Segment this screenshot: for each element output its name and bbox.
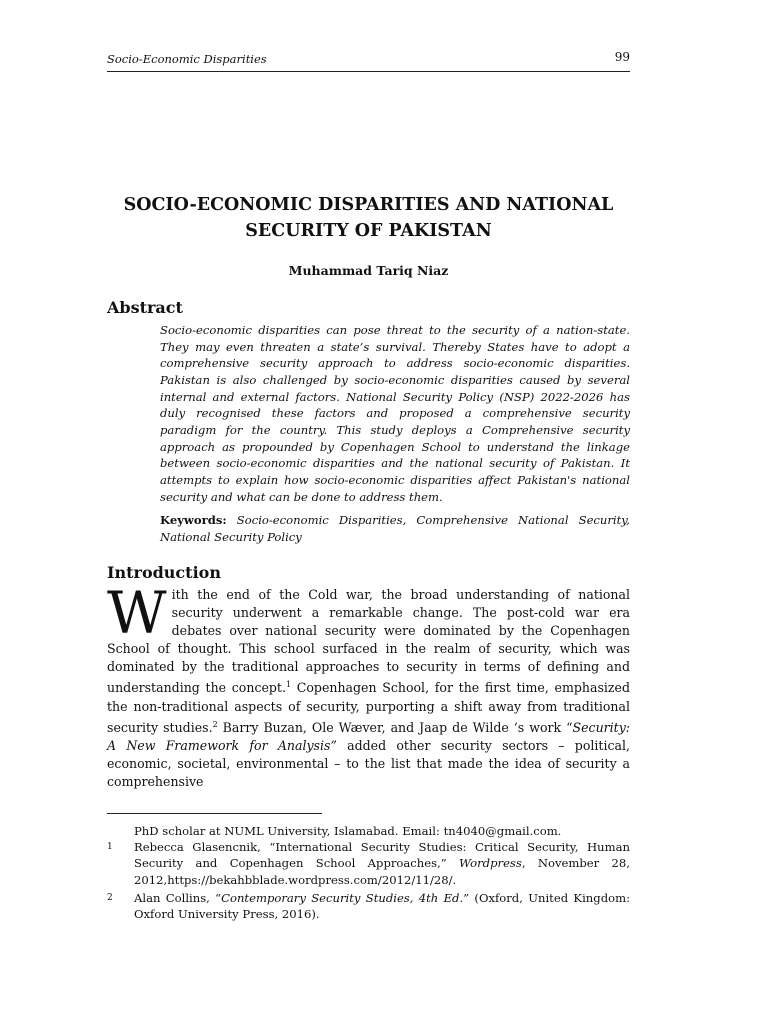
- footnote-2: [107, 890, 630, 923]
- keywords-text: Socio-economic Disparities, Comprehensive National Security, National Security Policy: [160, 513, 630, 544]
- intro-text-2: Copenhagen School, for the first time, emphasized the non-traditional aspects of security, purporting a shift away from traditional security studies.: [107, 680, 630, 735]
- footnote-author: [107, 823, 630, 839]
- page-number: 99: [614, 50, 630, 64]
- author-name: Muhammad Tariq Niaz: [288, 263, 449, 278]
- footnote-2-part-a: Alan Collins, “: [134, 891, 222, 905]
- abstract-text: Socio-economic disparities can pose threat to the security of a nation-state. They may even threaten a state’s survival. Thereby States have to adopt a comprehensive security approach to address socio-economic disparities. Pakistan is also challenged by socio-economic disparities caused by several internal and external factors. National Security Policy (NSP) 2022-2026 has duly recognised these factors and proposed a comprehensive security paradigm for the country. This study deploys a Comprehensive security approach as propounded by Copenhagen School to understand the linkage between socio-economic disparities and the national security of Pakistan. It attempts to explain how socio-economic disparities affect Pakistan's national security and what can be done to address them.: [160, 323, 630, 504]
- introduction-heading: Introduction: [107, 563, 221, 582]
- footnote-2-text: [134, 890, 630, 923]
- footnote-1-mark: 1: [107, 842, 113, 852]
- footnote-1: [107, 839, 630, 888]
- drop-cap: W: [107, 579, 167, 647]
- footnote-1-text: [134, 839, 630, 888]
- keywords: [160, 512, 630, 546]
- running-title: Socio-Economic Disparities: [107, 52, 267, 66]
- introduction-paragraph: [107, 579, 631, 791]
- footnote-divider: [107, 813, 322, 814]
- title-line-2: SECURITY OF PAKISTAN: [245, 221, 492, 241]
- keywords-label: Keywords:: [160, 513, 227, 527]
- paper-title: [107, 192, 630, 244]
- footnote-author-text: PhD scholar at NUML University, Islamabad. Email: tn4040@gmail.com.: [134, 824, 562, 838]
- abstract-heading: Abstract: [107, 298, 183, 317]
- footnote-2-part-b: (Oxford, United Kingdom: Oxford University Press, 2016).: [134, 891, 630, 922]
- footnote-ref-1[interactable]: 1: [285, 680, 292, 690]
- book-title: Security: A New Framework for Analysis”: [107, 720, 631, 754]
- footnote-2-mark: 2: [107, 893, 113, 903]
- footnote-ref-2[interactable]: 2: [212, 719, 218, 729]
- footnote-2-title: Contemporary Security Studies, 4th Ed.”: [221, 891, 470, 905]
- running-header: [107, 51, 630, 72]
- footnote-1-part-b: , November 28, 2012,https://bekahbblade.wordpress.com/2012/11/28/.: [134, 856, 630, 887]
- intro-text-3: Barry Buzan, Ole Wæver, and Jaap de Wilde ‘s work “: [217, 720, 573, 735]
- intro-text-4: added other security sectors – political, economic, societal, environmental – to the list that made the idea of security a comprehensive: [107, 738, 630, 790]
- footnote-1-part-a: Rebecca Glasencnik, “International Security Studies: Critical Security, Human Security and Copenhagen School Approaches,”: [134, 840, 630, 871]
- title-line-1: SOCIO-ECONOMIC DISPARITIES AND NATIONAL: [123, 195, 614, 215]
- intro-text-1: ith the end of the Cold war, the broad understanding of national security underwent a remarkable change. The post-cold war era debates over national security were dominated by the Copenhagen School of thought. This school surfaced in the realm of security, which was dominated by the traditional approaches to security in terms of defining and understanding the concept.: [107, 587, 630, 696]
- footnote-1-source: Wordpress: [459, 856, 522, 871]
